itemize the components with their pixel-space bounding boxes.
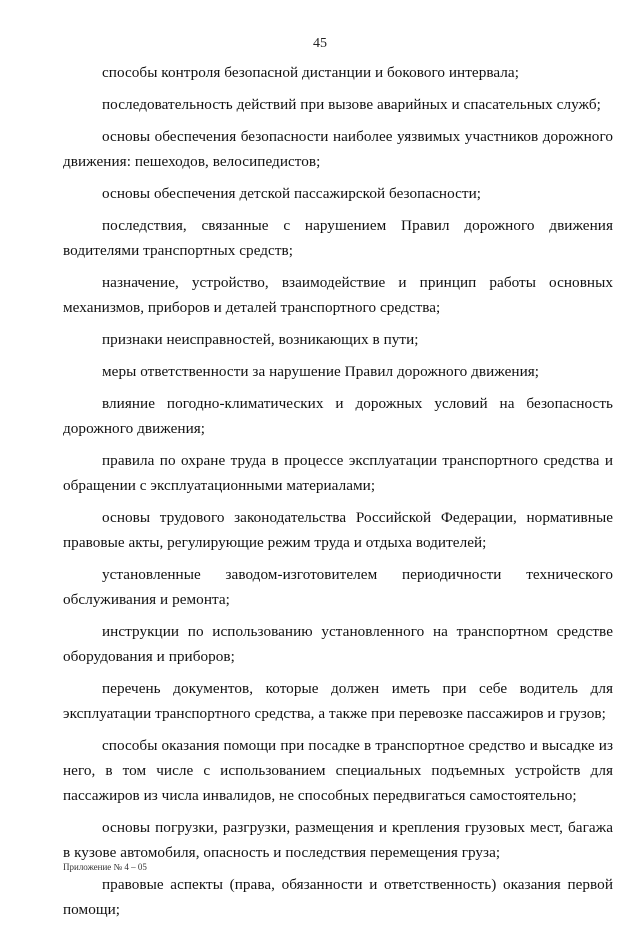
list-item: правила по охране труда в процессе эксплуатации транспортного средства и обращении с эксплуатационными материалами;: [63, 452, 613, 494]
list-item: основы погрузки, разгрузки, размещения и крепления грузовых мест, багажа в кузове автомобиля, опасность и последствия перемещения груза;: [63, 819, 613, 861]
list-item: признаки неисправностей, возникающих в пути;: [102, 331, 419, 348]
list-item: перечень документов, которые должен иметь при себе водитель для эксплуатации транспортного средства, а также при перевозке пассажиров и грузов;: [63, 680, 613, 722]
list-item: основы обеспечения безопасности наиболее уязвимых участников дорожного движения: пешеходов, велосипедистов;: [63, 128, 613, 170]
list-item: назначение, устройство, взаимодействие и принцип работы основных механизмов, приборов и деталей транспортного средства;: [63, 274, 613, 316]
list-item: инструкции по использованию установленного на транспортном средстве оборудования и приборов;: [63, 623, 613, 665]
page-number: 45: [313, 36, 327, 51]
list-item: способы контроля безопасной дистанции и бокового интервала;: [102, 64, 519, 81]
page-footer: Приложение № 4 – 05: [63, 862, 147, 872]
list-item: установленные заводом-изготовителем периодичности технического обслуживания и ремонта;: [63, 566, 613, 608]
list-item: способы оказания помощи при посадке в транспортное средство и высадке из него, в том числе с использованием специальных подъемных устройств для пассажиров из числа инвалидов, не способных передвигаться самостоятельно;: [63, 737, 613, 804]
list-item: основы обеспечения детской пассажирской безопасности;: [102, 185, 482, 202]
requirements-list: [63, 60, 613, 929]
list-item: меры ответственности за нарушение Правил дорожного движения;: [102, 363, 540, 380]
list-item: последовательность действий при вызове аварийных и спасательных служб;: [102, 96, 601, 113]
list-item: правовые аспекты (права, обязанности и ответственность) оказания первой помощи;: [63, 876, 613, 918]
list-item: основы трудового законодательства Российской Федерации, нормативные правовые акты, регулирующие режим труда и отдыха водителей;: [63, 509, 613, 551]
list-item: последствия, связанные с нарушением Правил дорожного движения водителями транспортных средств;: [63, 217, 613, 259]
list-item: влияние погодно-климатических и дорожных условий на безопасность дорожного движения;: [63, 395, 613, 437]
